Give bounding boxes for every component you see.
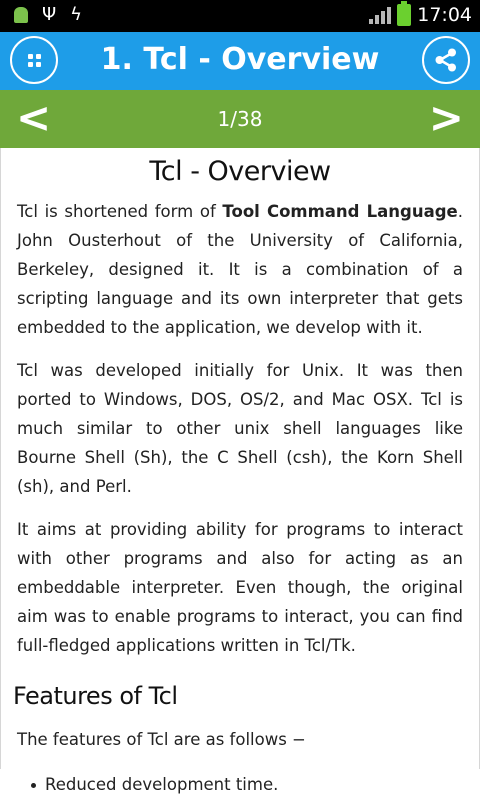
paragraph-1-start: Tcl is shortened form of — [17, 202, 223, 221]
paragraph-2: Tcl was developed initially for Unix. It was then ported to Windows, DOS, OS/2, and Mac OSX. Tcl is much similar to other unix shell languages like Bourne Shell (Sh), the C Shell (csh), the Korn Shell (sh), and Perl. — [17, 361, 463, 496]
paragraph-1 — [17, 197, 463, 342]
title-bar — [0, 32, 480, 90]
charging-icon: ϟ — [70, 4, 83, 25]
battery-icon — [397, 4, 411, 26]
page-title: 1. Tcl - Overview — [100, 42, 380, 77]
share-button[interactable] — [422, 36, 470, 84]
status-bar — [0, 0, 480, 32]
menu-button[interactable] — [10, 36, 58, 84]
clock: 17:04 — [417, 4, 472, 26]
android-notification-icon — [14, 7, 28, 23]
article-content[interactable] — [0, 148, 480, 794]
section-intro: The features of Tcl are as follows − — [17, 730, 306, 749]
page-nav-bar — [0, 90, 480, 148]
section-heading-features: Features of Tcl — [13, 682, 178, 710]
signal-icon — [369, 6, 391, 24]
list-item: Reduced development time. — [45, 773, 463, 797]
paragraph-1-end: . John Ousterhout of the University of California, Berkeley, designed it. It is a combination of a scripting language and its own interpreter that gets embedded to the application, we develop with it. — [17, 202, 463, 337]
article-heading: Tcl - Overview — [149, 156, 331, 187]
paragraph-3: It aims at providing ability for programs to interact with other programs and also for acting as an embeddable interpreter. Even though, the original aim was to enable programs to interact, you can find full-fledged applications written in Tcl/Tk. — [17, 520, 463, 655]
notification-icons — [14, 6, 82, 24]
previous-page-button[interactable]: < — [16, 93, 52, 142]
next-page-button[interactable]: > — [428, 93, 464, 142]
usb-icon: Ψ — [42, 4, 57, 25]
share-icon — [433, 47, 459, 73]
paragraph-1-bold: Tool Command Language — [222, 202, 458, 221]
features-list — [45, 773, 463, 797]
page-counter: 1/38 — [217, 107, 263, 131]
grid-menu-icon — [28, 54, 41, 67]
system-icons — [369, 4, 472, 26]
